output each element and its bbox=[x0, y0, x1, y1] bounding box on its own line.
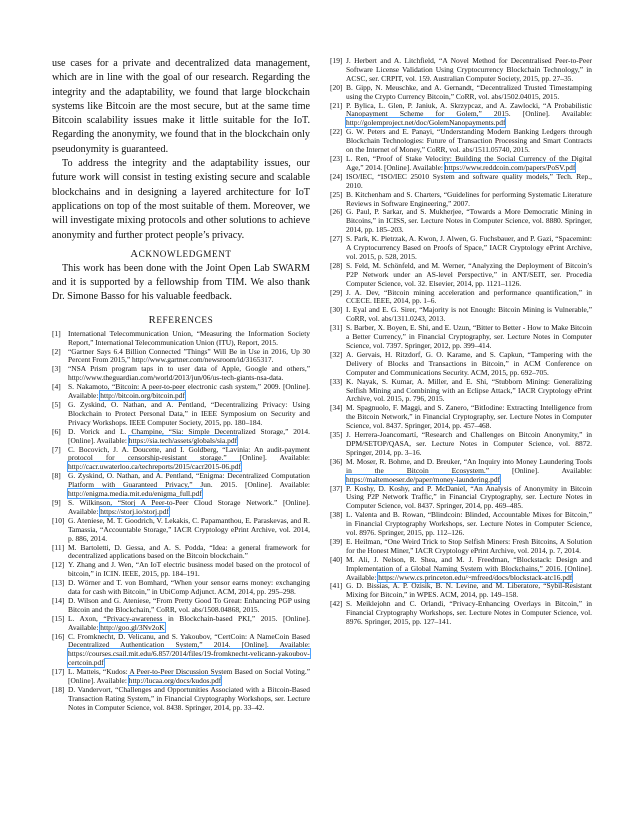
acknowledgment-heading: ACKNOWLEDGMENT bbox=[130, 248, 232, 260]
reference-number: [17] bbox=[52, 667, 65, 677]
reference-number: [7] bbox=[52, 444, 61, 454]
reference-text: S. Feld, M. Schönfeld, and M. Werner, “Analyzing the Deployment of Bitcoin’s P2P Network under an AS-level Perspective,” in ANT/SEIT, ser. Procedia Computer Science, vol. 32. Elsevier, 2014, pp. 1121–1126. bbox=[346, 260, 592, 288]
reference-link[interactable]: https://www.cs.princeton.edu/~mfreed/docs/blockstack-atc16.pdf bbox=[378, 572, 573, 582]
reference-item bbox=[52, 579, 310, 597]
reference-number: [12] bbox=[52, 560, 65, 570]
reference-text: M. Ali, J. Nelson, R. Shea, and M. J. Freedman, “Blockstack: Design and Implementation of a Global Naming System with Blockchains,” 2016. [Online]. Available: bbox=[346, 554, 592, 582]
reference-item bbox=[330, 289, 592, 307]
reference-number: [5] bbox=[52, 400, 61, 409]
reference-item bbox=[330, 582, 592, 600]
references-list-left bbox=[52, 330, 310, 713]
reference-text: L. Ren, “Proof of Stake Velocity: Building the Social Currency of the Digital Age,” 2014. [Online]. Available: bbox=[346, 153, 592, 172]
reference-text: E. Heilman, “One Weird Trick to Stop Selfish Miners: Fresh Bitcoins, A Solution for the Honest Miner,” IACR Cryptology ePrint Archive, vol. 2014, p. 7, 2014. bbox=[346, 536, 592, 555]
reference-number: [4] bbox=[52, 382, 61, 392]
reference-link[interactable]: https://www.reddcoin.com/papers/PoSV.pdf bbox=[444, 162, 576, 172]
reference-text: S. Barber, X. Boyen, E. Shi, and E. Uzun, “Bitter to Better - How to Make Bitcoin a Better Currency,” in Financial Cryptography, ser. Lecture Notes in Computer Science, vol. 7397. Springer, 2012, pp. 399–414. bbox=[346, 323, 592, 350]
reference-item bbox=[52, 365, 310, 383]
reference-link[interactable]: http://golemproject.net/doc/GolemNanopayments.pdf bbox=[346, 118, 506, 128]
reference-item bbox=[330, 324, 592, 351]
reference-text: I. Eyal and E. G. Sirer, “Majority is not Enough: Bitcoin Mining is Vulnerable,” CoRR, vol. abs/1311.0243, 2013. bbox=[346, 305, 592, 324]
right-column bbox=[330, 57, 592, 627]
reference-text: S. Wilkinson, “Storj A Peer-to-Peer Cloud Storage Network.” [Online]. Available: bbox=[68, 497, 310, 516]
reference-link[interactable]: http://enigma.media.mit.edu/enigma_full.pdf bbox=[68, 489, 202, 499]
reference-number: [27] bbox=[330, 234, 343, 244]
reference-item bbox=[52, 615, 310, 633]
reference-item bbox=[330, 378, 592, 405]
reference-number: [13] bbox=[52, 578, 65, 588]
reference-number: [24] bbox=[330, 171, 343, 181]
reference-item bbox=[52, 499, 310, 517]
reference-number: [38] bbox=[330, 510, 343, 520]
reference-number: [18] bbox=[52, 685, 65, 694]
reference-item bbox=[52, 330, 310, 348]
acknowledgment-text: This work has been done with the Joint Open Lab SWARM and it is supported by a fellowship from TIM. We also thank Dr. Simone Basso for his valuable feedback. bbox=[52, 262, 310, 303]
reference-text: B. Kitchenham and S. Charters, “Guidelines for performing Systematic Literature Reviews in Software Engineering,” 2007. bbox=[346, 189, 592, 208]
reference-item bbox=[330, 511, 592, 538]
reference-item bbox=[330, 84, 592, 102]
reference-number: [32] bbox=[330, 349, 343, 359]
reference-link[interactable]: http://goo.gl/3Nv2oK bbox=[100, 622, 165, 632]
reference-text: M. Moser, R. Bohme, and D. Breuker, “An Inquiry into Money Laundering Tools in the Bitcoin Ecosystem.” [Online]. Available: bbox=[346, 456, 592, 475]
reference-number: [8] bbox=[52, 471, 61, 481]
reference-text: S. Meiklejohn and C. Orlandi, “Privacy-Enhancing Overlays in Bitcoin,” in Financial Cryptography Workshops, ser. Lecture Notes in Computer Science, vol. 8976. Springer, 2015, pp. 127–141. bbox=[346, 599, 592, 627]
reference-text: P. Bylica, L. Glen, P. Janiuk, A. Skrzypcaz, and A. Zawlocki, “A Probabilistic Nanopayment Scheme for Golem,” 2015. [Online]. Available: bbox=[346, 100, 592, 119]
body-paragraph: use cases for a private and decentralized data management, which are in line with the goal of our research. Regarding the integrity and the adaptability, we found that large blockchain systems like Bitcoin are the most secure, but at the same time Bitcoin scalability issues make it little suitable for the IoT. Regarding the anonymity, we found that in the blockchain only pseudonymity is guaranteed. bbox=[52, 58, 310, 155]
reference-link[interactable]: http://lucaa.org/docs/kudos.pdf bbox=[128, 676, 222, 686]
reference-number: [15] bbox=[52, 613, 65, 623]
reference-number: [33] bbox=[330, 376, 343, 386]
reference-number: [1] bbox=[52, 328, 61, 338]
reference-item bbox=[52, 446, 310, 473]
reference-item bbox=[330, 306, 592, 324]
reference-text: M. Spagnuolo, F. Maggi, and S. Zanero, “BitIodine: Extracting Intelligence from the Bitcoin Network,” in Financial Cryptography, ser. Lecture Notes in Computer Science, vol. 8437. Springer, 2014, pp. 457–468. bbox=[346, 403, 592, 431]
reference-link[interactable]: https://sia.tech/assets/globals/sia.pdf bbox=[128, 435, 238, 445]
reference-text: J. Herbert and A. Litchfield, “A Novel Method for Decentralised Peer-to-Peer Software License Validation Using Cryptocurrency Blockchain Technology,” in ACSC, ser. CRPIT, vol. 159. Australian Computer Society, 2015, pp. 27–35. bbox=[346, 56, 592, 83]
reference-number: [34] bbox=[330, 403, 343, 413]
reference-text: L. Axon, “Privacy-awareness in Blockchain-based PKI,” 2015. [Online]. Available: bbox=[68, 613, 310, 632]
reference-number: [2] bbox=[52, 346, 61, 356]
reference-item bbox=[330, 173, 592, 191]
reference-item bbox=[52, 668, 310, 686]
reference-text: C. Fromknecht, D. Velicanu, and S. Yakoubov, “CertCoin: A NameCoin Based Decentralized Authentication System,” 2014. [Online]. Available: bbox=[68, 631, 310, 650]
reference-text: P. Koshy, D. Koshy, and P. McDaniel, “An Analysis of Anonymity in Bitcoin Using P2P Network Traffic,” in Financial Cryptography, ser. Lecture Notes in Computer Science, vol. 8437. Springer, 2014, pp. 469–485. bbox=[346, 483, 592, 511]
reference-number: [25] bbox=[330, 189, 343, 199]
reference-item bbox=[52, 633, 310, 669]
reference-text: G. W. Peters and E. Panayi, “Understanding Modern Banking Ledgers through Blockchain Technologies: Future of Transaction Processing and Smart Contracts on the Internet of Money,” CoRR, vol. abs/1511.05740, 2015. bbox=[346, 127, 592, 155]
reference-text: L. Valenta and B. Rowan, “Blindcoin: Blinded, Accountable Mixes for Bitcoin,” in Financial Cryptography Workshops, ser. Lecture Notes in Computer Science, vol. 8976. Springer, 2015, pp. 112–126. bbox=[346, 510, 592, 538]
reference-item bbox=[330, 538, 592, 556]
reference-text: D. Wörner and T. von Bomhard, “When your sensor earns money: exchanging data for cash with Bitcoin,” in UbiComp Adjunct. ACM, 2014, pp. 295–298. bbox=[68, 578, 310, 597]
reference-item bbox=[330, 102, 592, 129]
reference-number: [41] bbox=[330, 581, 343, 591]
reference-number: [40] bbox=[330, 554, 343, 564]
reference-text: D. Wilson and G. Ateniese, “From Pretty Good To Great: Enhancing PGP using Bitcoin and the Blockchain,” CoRR, vol. abs/1508.04868, 2015. bbox=[68, 595, 310, 614]
reference-number: [21] bbox=[330, 100, 343, 110]
reference-item bbox=[52, 383, 310, 401]
reference-item bbox=[330, 128, 592, 155]
reference-item bbox=[52, 401, 310, 428]
reference-text: D. Vandervort, “Challenges and Opportunities Associated with a Bitcoin-Based Transaction Rating System,” in Financial Cryptography Workshops, ser. Lecture Notes in Computer Science, vol. 8438. Springer, 2014, pp. 33–42. bbox=[68, 685, 310, 712]
reference-text: ISO/IEC, “ISO/IEC 25010 System and software quality models,” Tech. Rep., 2010. bbox=[346, 171, 592, 190]
reference-number: [31] bbox=[330, 323, 343, 333]
reference-text: J. Herrera-Joancomartí, “Research and Challenges on Bitcoin Anonymity,” in DPM/SETOP/QASA, ser. Lecture Notes in Computer Science, vol. 8872. Springer, 2014, pp. 3–16. bbox=[346, 430, 592, 457]
references-heading: REFERENCES bbox=[148, 314, 214, 326]
reference-link[interactable]: https://courses.csail.mit.edu/6.857/2014/files/19-fromknecht-velicann-yakoubov-certcoin.pdf bbox=[68, 649, 310, 668]
reference-number: [22] bbox=[330, 127, 343, 137]
references-list-right bbox=[330, 57, 592, 627]
reference-item bbox=[330, 57, 592, 84]
reference-number: [29] bbox=[330, 287, 343, 297]
reference-text: G. D. Bissias, A. P. Ozisik, B. N. Levine, and M. Liberatore, “Sybil-Resistant Mixing for Bitcoin,” in WPES. ACM, 2014, pp. 149–158. bbox=[346, 581, 592, 600]
reference-link[interactable]: https://maltemoeser.de/paper/money-laundering.pdf bbox=[346, 474, 501, 484]
reference-item bbox=[52, 597, 310, 615]
reference-number: [28] bbox=[330, 260, 343, 270]
reference-text: “NSA Prism program taps in to user data of Apple, Google and others,” http://www.theguardian.com/world/2013/jun/06/us-tech-giants-nsa-data. bbox=[68, 364, 310, 383]
reference-item bbox=[52, 686, 310, 713]
reference-item bbox=[330, 600, 592, 627]
reference-text: G. Paul, P. Sarkar, and S. Mukherjee, “Towards a More Democratic Mining in Bitcoins,” in ICISS, ser. Lecture Notes in Computer Science, vol. 8880. Springer, 2014, pp. 185–203. bbox=[346, 207, 592, 235]
reference-number: [11] bbox=[52, 542, 65, 552]
reference-item bbox=[52, 544, 310, 562]
reference-number: [37] bbox=[330, 483, 343, 493]
reference-item bbox=[330, 431, 592, 458]
reference-text: G. Ateniese, M. T. Goodrich, V. Lekakis, C. Papamanthou, E. Paraskevas, and R. Tamassia, “Accountable Storage,” IACR Cryptology ePrint Archive, vol. 2014, p. 886, 2014. bbox=[68, 515, 310, 543]
reference-text: D. Vorick and L. Champine, “Sia: Simple Decentralized Storage,” 2014. [Online]. Available: bbox=[68, 426, 310, 445]
reference-item bbox=[330, 208, 592, 235]
reference-item bbox=[330, 458, 592, 485]
reference-number: [36] bbox=[330, 456, 343, 466]
reference-text: G. Zyskind, O. Nathan, and A. Pentland, “Enigma: Decentralized Computation Platform with Guaranteed Privacy,” Jun. 2015. [Online]. Available: bbox=[68, 471, 310, 490]
reference-number: [10] bbox=[52, 515, 65, 525]
reference-item bbox=[52, 472, 310, 499]
reference-number: [16] bbox=[52, 631, 65, 641]
reference-item bbox=[52, 428, 310, 446]
reference-text: L. Matteis, “Kudos: A Peer-to-Peer Discussion System Based on Social Voting.” [Online]. Available: bbox=[68, 667, 310, 686]
reference-number: [26] bbox=[330, 207, 343, 217]
reference-number: [3] bbox=[52, 364, 61, 374]
reference-text: S. Nakamoto, “Bitcoin: A peer-to-peer electronic cash system,” 2009. [Online]. Available: bbox=[68, 382, 310, 401]
reference-number: [19] bbox=[330, 56, 343, 65]
reference-item bbox=[52, 561, 310, 579]
reference-item bbox=[330, 351, 592, 378]
reference-text: J. A. Dev, “Bitcoin mining acceleration and performance quantification,” in CCECE. IEEE, 2014, pp. 1–6. bbox=[346, 287, 592, 306]
reference-text: M. Bartoletti, D. Gessa, and A. S. Podda, “Idea: a general framework for decentralized applications based on the Bitcoin blockchain.” bbox=[68, 542, 310, 561]
reference-text: C. Bocovich, J. A. Doucette, and I. Goldberg, “Lavinia: An audit-payment protocol for censorship-resistant storage.” [Online]. Available: bbox=[68, 444, 310, 463]
reference-text: International Telecommunication Union, “Measuring the Information Society Report,” International Telecommunication Union (ITU), Report, 2015. bbox=[68, 328, 310, 347]
reference-link[interactable]: http://cacr.uwaterloo.ca/techreports/2015/cacr2015-06.pdf bbox=[68, 462, 241, 472]
reference-item bbox=[330, 262, 592, 289]
reference-text: S. Park, K. Pietrzak, A. Kwon, J. Alwen, G. Fuchsbauer, and P. Gazi, “Spacemint: A Cryptocurrency Based on Proofs of Space,” IACR Cryptology ePrint Archive, vol. 2015, p. 528, 2015. bbox=[346, 234, 592, 261]
reference-item bbox=[52, 348, 310, 366]
reference-number: [20] bbox=[330, 82, 343, 92]
reference-link[interactable]: https://storj.io/storj.pdf bbox=[100, 506, 169, 516]
reference-item bbox=[330, 556, 592, 583]
reference-number: [30] bbox=[330, 305, 343, 315]
body-paragraph: To address the integrity and the adaptability issues, our future work will consist in testing existing secure and scalable blockchains and in designing a layered architecture for IoT applications on top of the most suitable of them. Moreover, we will investigate mixing protocols and other solutions to achieve anonymity and further protect people’s privacy. bbox=[52, 158, 310, 241]
reference-number: [35] bbox=[330, 430, 343, 440]
left-column bbox=[52, 57, 310, 713]
reference-item bbox=[330, 235, 592, 262]
reference-text: A. Gervais, H. Ritzdorf, G. O. Karame, and S. Capkun, “Tampering with the Delivery of Blocks and Transactions in Bitcoin,” in ACM Conference on Computer and Communications Security. ACM, 2015, pp. 692–705. bbox=[346, 349, 592, 377]
reference-text: B. Gipp, N. Meuschke, and A. Gernandt, “Decentralized Trusted Timestamping using the Crypto Currency Bitcoin,” CoRR, vol. abs/1502.04015, 2015. bbox=[346, 82, 592, 101]
reference-item bbox=[330, 485, 592, 512]
reference-item bbox=[330, 191, 592, 209]
reference-number: [9] bbox=[52, 497, 61, 507]
reference-link[interactable]: http://bitcoin.org/bitcoin.pdf bbox=[100, 391, 185, 401]
reference-text: K. Nayak, S. Kumar, A. Miller, and E. Shi, “Stubborn Mining: Generalizing Selfish Mining and Combining with an Eclipse Attack,” IACR Cryptology ePrint Archive, vol. 2015, p. 796, 2015. bbox=[346, 376, 592, 404]
reference-item bbox=[52, 517, 310, 544]
reference-number: [42] bbox=[330, 599, 343, 609]
reference-number: [14] bbox=[52, 595, 65, 605]
reference-text: Y. Zhang and J. Wen, “An IoT electric business model based on the protocol of bitcoin,” in ICIN. IEEE, 2015, pp. 184–191. bbox=[68, 560, 310, 579]
reference-item bbox=[330, 404, 592, 431]
reference-text: “Gartner Says 6.4 Billion Connected ”Things” Will Be in Use in 2016, Up 30 Percent From 2015,” http://www.gartner.com/newsroom/id/3165317. bbox=[68, 346, 310, 365]
reference-text: G. Zyskind, O. Nathan, and A. Pentland, “Decentralizing Privacy: Using Blockchain to Protect Personal Data,” in IEEE Symposium on Security and Privacy Workshops. IEEE Computer Society, 2015, pp. 180–184. bbox=[68, 400, 310, 427]
reference-number: [6] bbox=[52, 426, 61, 436]
reference-number: [23] bbox=[330, 153, 343, 163]
reference-number: [39] bbox=[330, 536, 343, 546]
reference-item bbox=[330, 155, 592, 173]
